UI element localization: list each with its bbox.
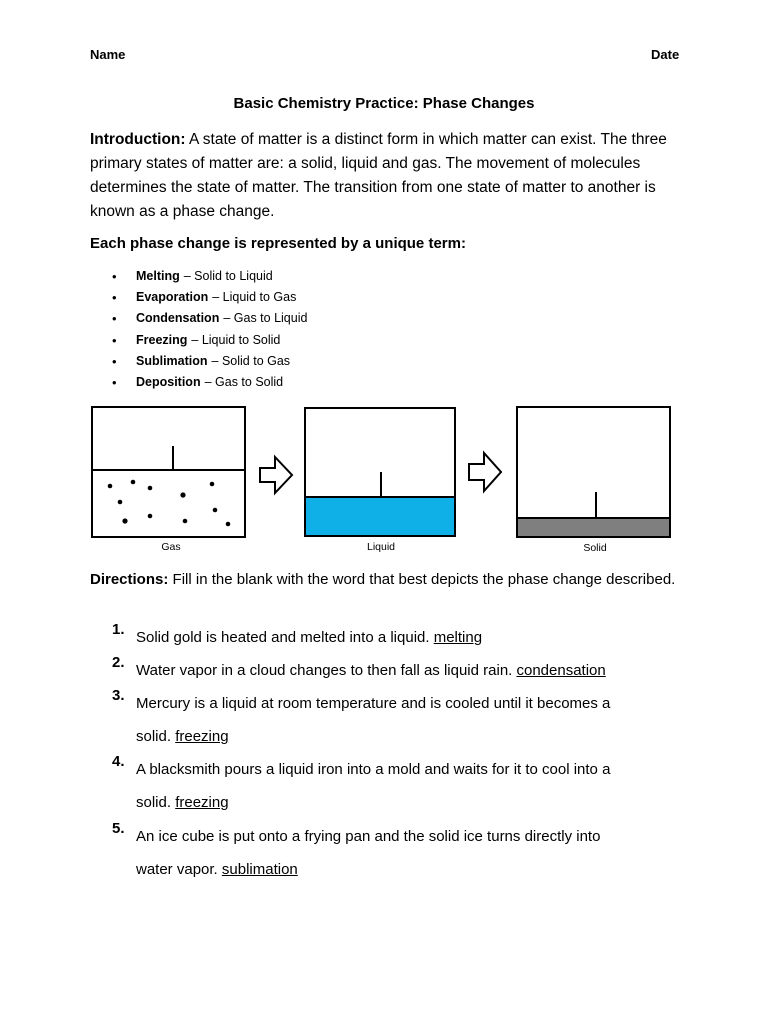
term-name: Sublimation <box>136 353 208 368</box>
question-number: 2. <box>112 654 125 671</box>
directions-label: Directions: <box>90 571 169 588</box>
introduction-paragraph <box>90 128 690 224</box>
directions-text: Fill in the blank with the word that best depicts the phase change described. <box>172 571 676 588</box>
question-5 <box>112 820 672 886</box>
right-arrow-icon <box>260 457 292 493</box>
date-label: Date <box>651 47 680 62</box>
solid-container <box>517 407 670 537</box>
gas-container <box>92 407 245 537</box>
question-text-continued: solid. <box>136 728 172 745</box>
question-3 <box>112 687 672 753</box>
question-text: Mercury is a liquid at room temperature and is cooled until it becomes a <box>136 695 611 712</box>
question-4 <box>112 753 672 819</box>
term-name: Evaporation <box>136 290 209 305</box>
terms-heading: Each phase change is represented by a unique term: <box>90 235 466 252</box>
answer-blank[interactable]: freezing <box>175 794 229 811</box>
term-name: Melting <box>136 269 180 283</box>
list-item: • Freezing – Liquid to Solid <box>112 330 307 351</box>
question-text: Solid gold is heated and melted into a liquid. <box>136 629 430 646</box>
term-description: – Gas to Solid <box>204 374 284 389</box>
introduction-label: Introduction: <box>90 131 186 148</box>
question-number: 4. <box>112 753 125 770</box>
term-description: – Solid to Gas <box>211 353 291 368</box>
phase-diagram <box>88 402 678 562</box>
question-2 <box>112 654 672 687</box>
term-description: – Liquid to Solid <box>191 332 281 347</box>
liquid-label: Liquid <box>366 541 396 553</box>
question-text-continued: water vapor. <box>136 861 218 878</box>
list-item: • Condensation – Gas to Liquid <box>112 308 307 329</box>
list-item: • Sublimation – Solid to Gas <box>112 351 307 372</box>
answer-blank[interactable]: condensation <box>516 662 606 679</box>
introduction-text: A state of matter is a distinct form in which matter can exist. The three primary states of matter are: a solid, liquid and gas. The movement of molecules determines the state of matter. The transition from one state of matter to another is known as a phase change. <box>90 131 667 220</box>
question-number: 3. <box>112 687 125 704</box>
question-text-continued: solid. <box>136 794 172 811</box>
list-item: • Melting – Solid to Liquid <box>112 266 307 287</box>
answer-blank[interactable]: freezing <box>175 728 229 745</box>
question-number: 1. <box>112 621 125 638</box>
list-item: • Deposition – Gas to Solid <box>112 372 307 393</box>
terms-list <box>112 266 307 393</box>
solid-label: Solid <box>583 542 607 554</box>
question-text: A blacksmith pours a liquid iron into a mold and waits for it to cool into a <box>136 761 611 778</box>
term-name: Freezing <box>136 332 188 347</box>
term-description: – Solid to Liquid <box>183 269 273 283</box>
term-name: Condensation <box>136 311 220 326</box>
list-item: • Evaporation – Liquid to Gas <box>112 287 307 308</box>
question-text: Water vapor in a cloud changes to then fall as liquid rain. <box>136 662 513 679</box>
question-number: 5. <box>112 820 125 837</box>
page-title: Basic Chemistry Practice: Phase Changes <box>233 95 535 112</box>
answer-blank[interactable]: melting <box>433 629 483 646</box>
question-1 <box>112 621 672 654</box>
name-label: Name <box>90 47 126 62</box>
directions-paragraph <box>90 568 680 592</box>
liquid-container <box>305 408 455 536</box>
term-description: – Liquid to Gas <box>212 290 297 305</box>
term-name: Deposition <box>136 374 201 389</box>
gas-label: Gas <box>161 541 181 553</box>
answer-blank[interactable]: sublimation <box>221 861 298 878</box>
question-text: An ice cube is put onto a frying pan and the solid ice turns directly into <box>136 828 601 845</box>
term-description: – Gas to Liquid <box>223 311 308 326</box>
right-arrow-icon <box>469 453 501 491</box>
